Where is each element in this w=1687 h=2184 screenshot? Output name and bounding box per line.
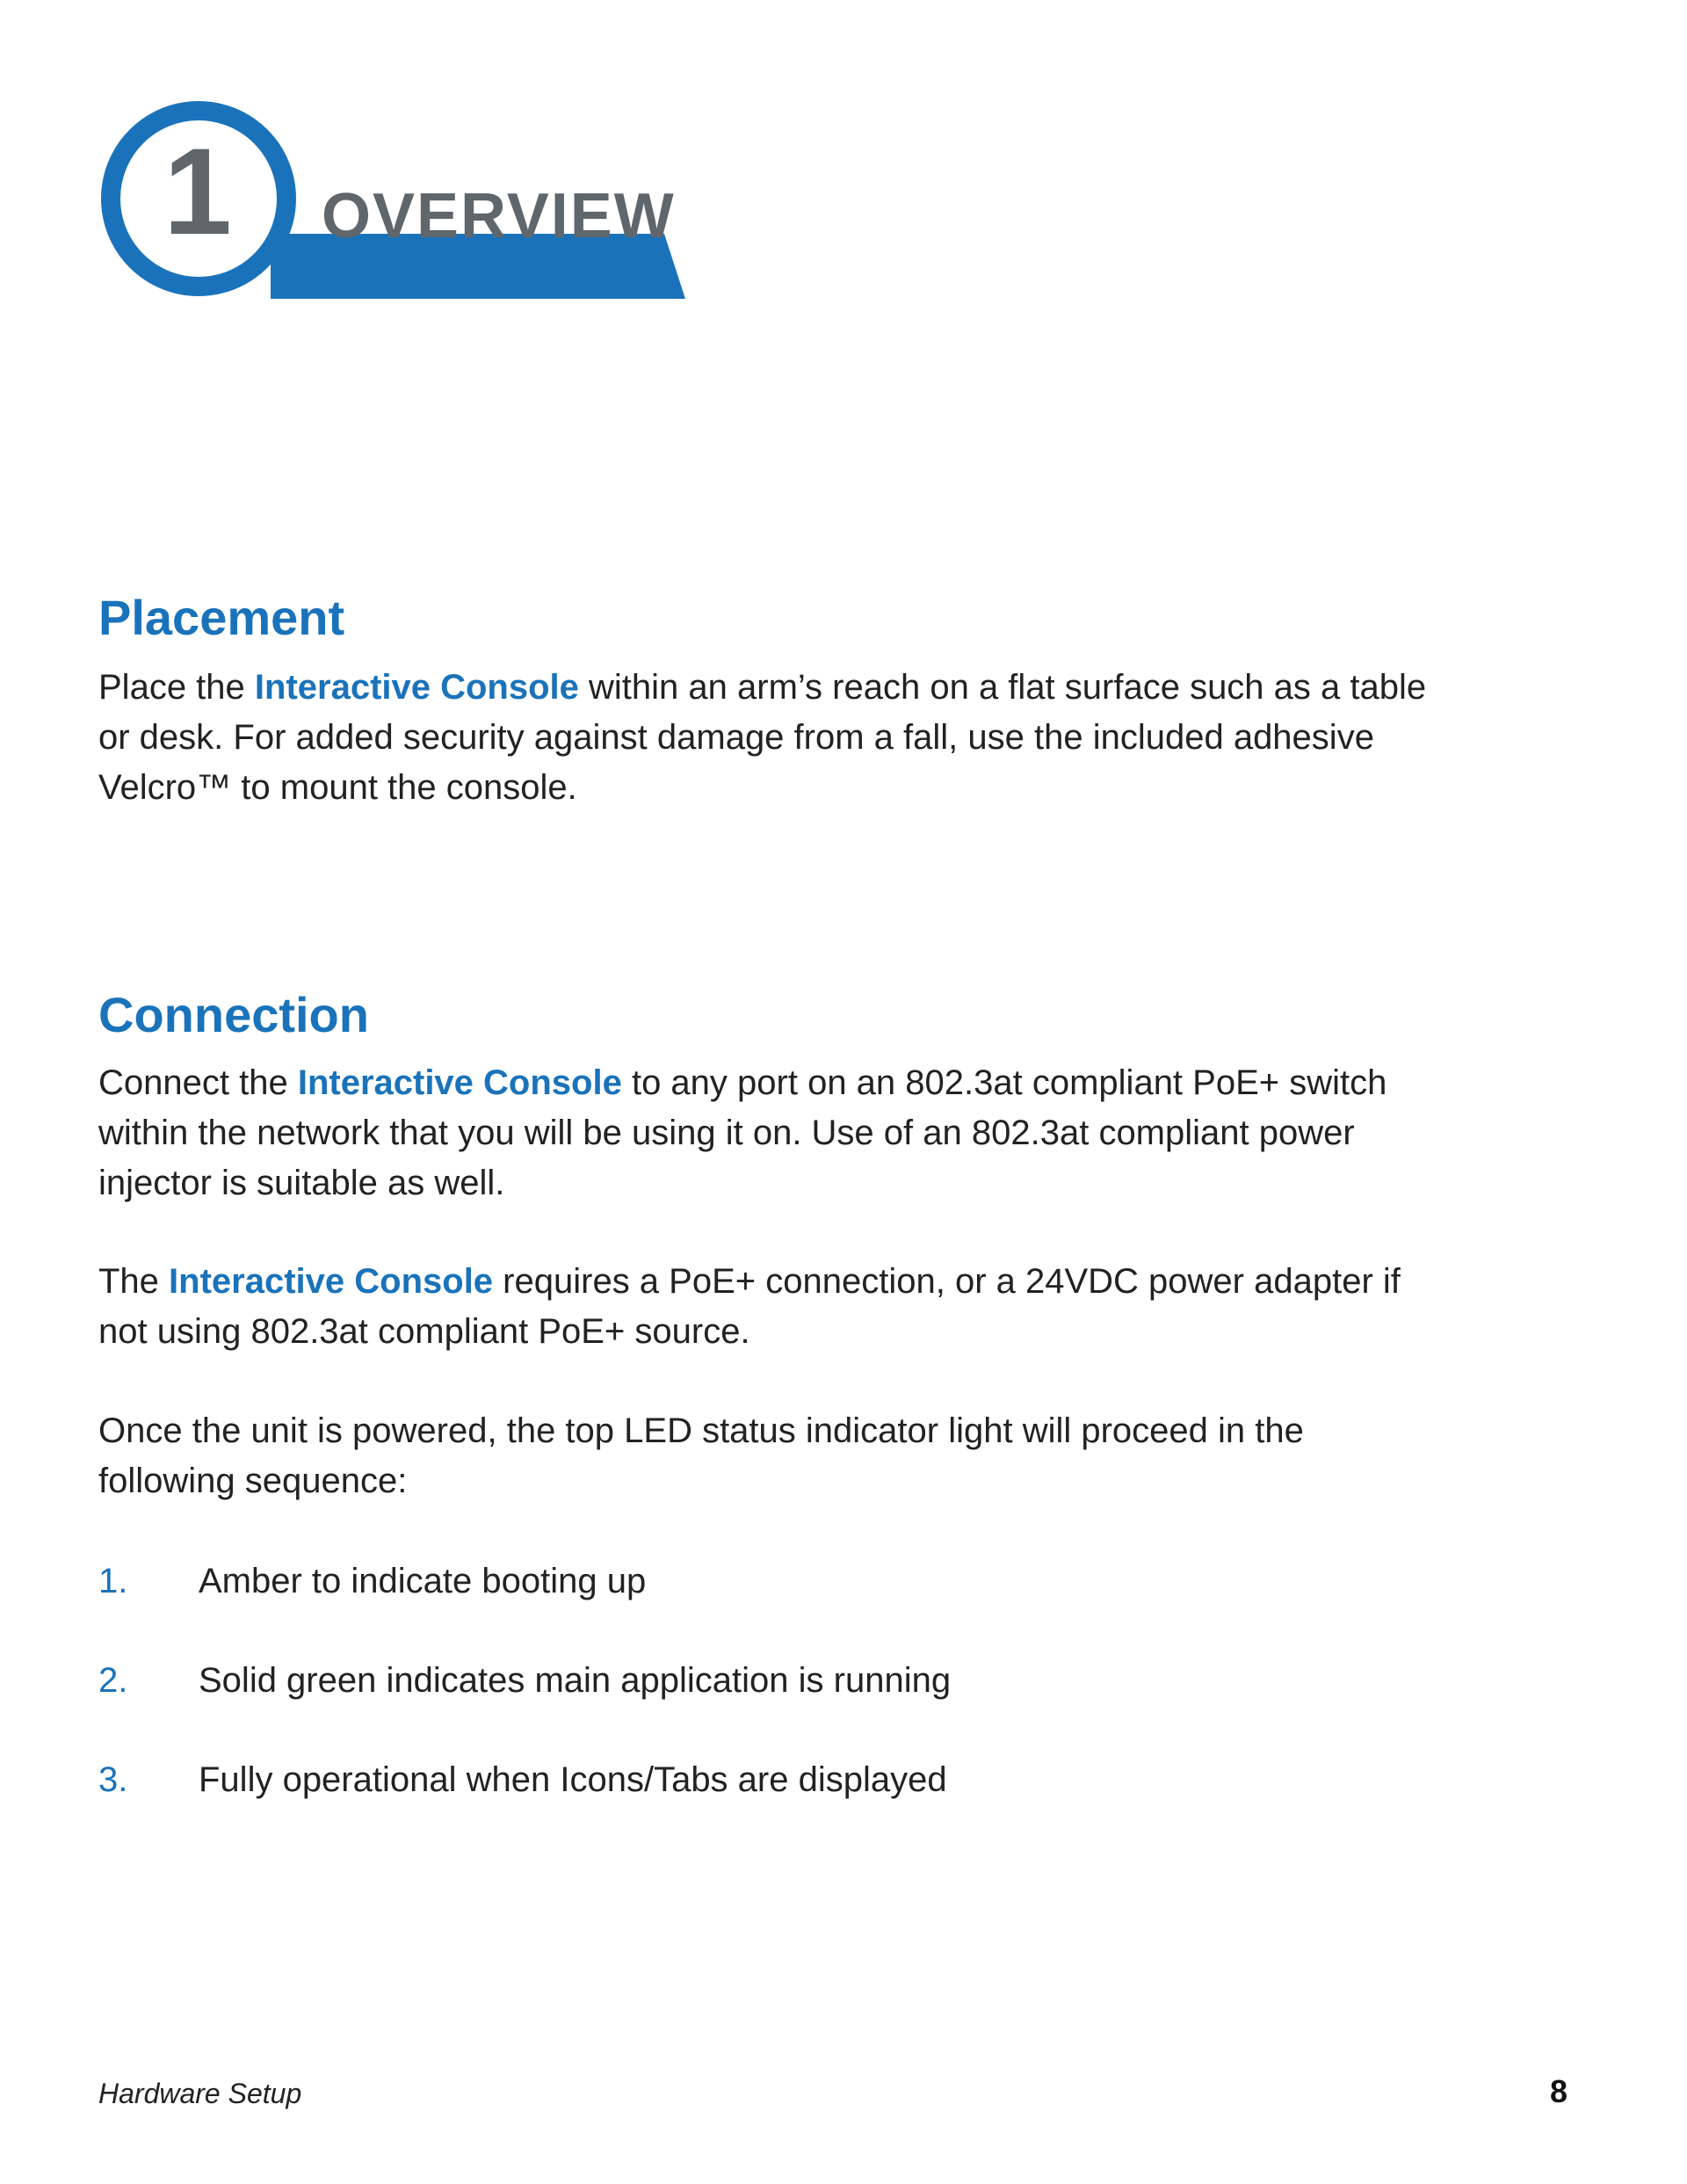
chapter-number: 1: [163, 122, 232, 260]
product-name-highlight: Interactive Console: [297, 1063, 622, 1102]
list-item-number: 2.: [98, 1661, 128, 1700]
connection-paragraph-1: [98, 1058, 1592, 1208]
connection-heading: Connection: [98, 987, 369, 1042]
list-item-number: 1.: [98, 1562, 128, 1600]
placement-text-line2: or desk. For added security against damage from a fall, use the included adhesive: [98, 718, 1374, 757]
footer-section-label: Hardware Setup: [98, 2078, 302, 2109]
connection-p1-before: Connect the: [98, 1063, 298, 1102]
placement-text-line3: Velcro™ to mount the console.: [98, 768, 577, 807]
list-item: [98, 1556, 1592, 1607]
connection-p2-line2: not using 802.3at compliant PoE+ source.: [98, 1312, 750, 1351]
connection-p1-line2: within the network that you will be using it on. Use of an 802.3at compliant power: [98, 1114, 1355, 1152]
placement-heading: Placement: [98, 590, 345, 645]
connection-paragraph-3: [98, 1406, 1592, 1506]
connection-p1-line1: to any port on an 802.3at compliant PoE+ switch: [621, 1063, 1387, 1102]
placement-text-before: Place the: [98, 668, 255, 707]
connection-paragraph-2: [98, 1257, 1592, 1357]
placement-text-line1: within an arm’s reach on a flat surface such as a table: [578, 668, 1427, 707]
connection-p3-line2: following sequence:: [98, 1462, 408, 1500]
connection-p2-line1: requires a PoE+ connection, or a 24VDC power adapter if: [493, 1262, 1401, 1301]
chapter-badge: [95, 95, 692, 306]
list-item-number: 3.: [98, 1760, 128, 1799]
list-item: [98, 1755, 1592, 1805]
product-name-highlight: Interactive Console: [254, 668, 579, 707]
placement-paragraph: [98, 663, 1592, 813]
chapter-title: OVERVIEW: [322, 181, 676, 251]
list-item: [98, 1656, 1592, 1706]
connection-p3-line1: Once the unit is powered, the top LED status indicator light will proceed in the: [98, 1411, 1304, 1450]
connection-p2-before: The: [98, 1262, 170, 1301]
list-item-text: Amber to indicate booting up: [199, 1562, 647, 1600]
product-name-highlight: Interactive Console: [169, 1262, 494, 1301]
list-item-text: Fully operational when Icons/Tabs are displayed: [199, 1760, 947, 1799]
connection-p1-line3: injector is suitable as well.: [98, 1164, 505, 1202]
list-item-text: Solid green indicates main application is running: [199, 1661, 952, 1700]
page-number: 8: [1549, 2073, 1568, 2109]
